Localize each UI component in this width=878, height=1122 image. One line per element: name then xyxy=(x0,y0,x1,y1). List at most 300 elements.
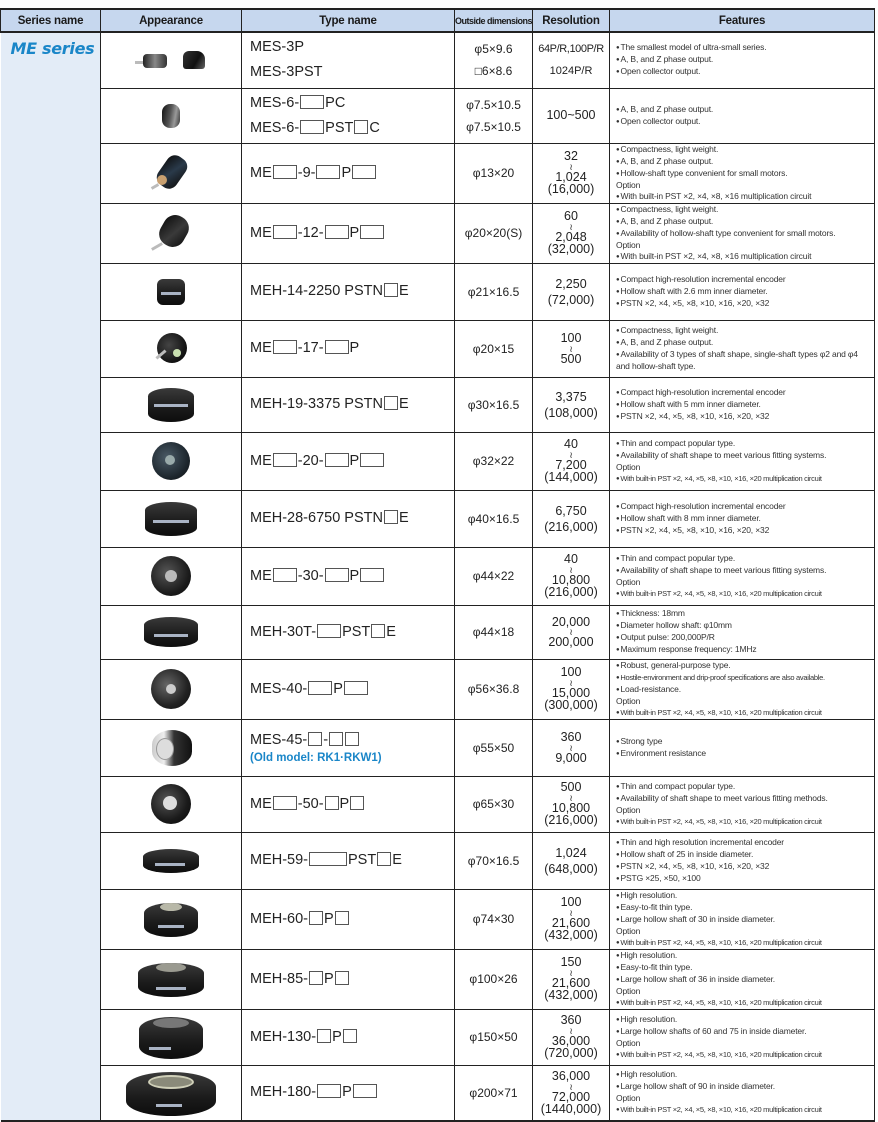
type-cell xyxy=(242,377,455,432)
appearance-cell xyxy=(101,143,242,203)
dimensions-cell: φ150×50 xyxy=(455,1009,533,1065)
dimensions-cell: φ13×20 xyxy=(455,143,533,203)
table-row xyxy=(1,320,875,377)
placeholder-box xyxy=(316,165,340,179)
resolution-max: 500 xyxy=(560,351,582,366)
feature-item: ● Hollow-shaft type convenient for small motors. xyxy=(616,168,872,180)
resolution-cell xyxy=(533,1009,610,1065)
resolution-extended: (16,000) xyxy=(547,182,595,197)
type-name: ME -30- P xyxy=(250,564,454,589)
resolution-value: 100~500 xyxy=(546,108,596,123)
header-row xyxy=(1,9,875,32)
resolution-extended: (216,000) xyxy=(544,585,598,600)
table-row xyxy=(1,889,875,949)
type-cell xyxy=(242,1009,455,1065)
features-cell xyxy=(610,719,875,776)
appearance-cell xyxy=(101,719,242,776)
feature-item: ● A, B, and Z phase output. xyxy=(616,104,872,116)
dimensions-cell: φ44×18 xyxy=(455,605,533,659)
resolution-min: 40 xyxy=(564,552,578,567)
table-row xyxy=(1,377,875,432)
feature-item: ● Availability of 3 types of shaft shape, single-shaft types φ2 and φ4 and hollow-shaft type. xyxy=(616,349,872,372)
table-row xyxy=(1,143,875,203)
placeholder-box xyxy=(354,120,368,134)
feature-item: ● Diameter hollow shaft: φ10mm xyxy=(616,620,872,632)
placeholder-box xyxy=(384,283,398,297)
feature-item: ● Large hollow shaft of 30 in inside diameter. xyxy=(616,914,872,926)
feature-item: ● Thin and compact popular type. xyxy=(616,438,872,450)
encoder-meh-30t-image xyxy=(144,617,198,647)
resolution-cell xyxy=(533,432,610,490)
placeholder-box xyxy=(308,732,322,746)
resolution-cell xyxy=(533,1065,610,1121)
type-name: MES-45- - xyxy=(250,730,454,750)
resolution-cell xyxy=(533,32,610,88)
series-cell xyxy=(1,32,101,1121)
type-cell xyxy=(242,949,455,1009)
table-row xyxy=(1,949,875,1009)
option-label: Option xyxy=(616,985,641,996)
resolution-min: 100 xyxy=(560,665,582,680)
table-row xyxy=(1,547,875,605)
resolution-min: 36,000 xyxy=(551,1069,591,1083)
resolution-min: 100 xyxy=(560,331,582,345)
feature-item: ● Compact high-resolution incremental encoder xyxy=(616,387,872,399)
table-row xyxy=(1,490,875,547)
resolution-max: 7,200 xyxy=(555,457,587,472)
encoder-meh-14-image xyxy=(157,279,185,305)
type-name: ME -20- P xyxy=(250,449,454,474)
resolution-min: 360 xyxy=(560,730,582,744)
feature-item: ● Thin and high resolution incremental encoder xyxy=(616,837,872,849)
resolution-cell xyxy=(533,659,610,719)
feature-item: ● Compactness, light weight. xyxy=(616,144,872,156)
appearance-cell xyxy=(101,263,242,320)
dimension-value: φ5×9.6 xyxy=(474,42,513,57)
placeholder-box xyxy=(344,681,368,695)
feature-item: ● PSTG ×25, ×50, ×100 xyxy=(616,873,872,885)
resolution-min: 360 xyxy=(560,1013,582,1028)
option-feature: ● With built-in PST ×2, ×4, ×5, ×8, ×10, ×16, ×20 multiplication circuit xyxy=(616,473,872,485)
feature-item: ● High resolution. xyxy=(616,1014,872,1026)
placeholder-box xyxy=(317,1084,341,1098)
option-label: Option xyxy=(616,1037,641,1048)
appearance-cell xyxy=(101,203,242,263)
resolution-cell xyxy=(533,547,610,605)
header-series-name: Series name xyxy=(1,9,101,32)
feature-item: ● High resolution. xyxy=(616,950,872,962)
placeholder-box xyxy=(335,911,349,925)
features-cell xyxy=(610,320,875,377)
type-cell xyxy=(242,659,455,719)
encoder-mes-3pst-image xyxy=(181,51,207,69)
feature-item: ● Output pulse: 200,000P/R xyxy=(616,632,872,644)
type-name: MEH-130- P xyxy=(250,1025,454,1050)
type-name: ME -12- P xyxy=(250,221,454,246)
resolution-extended: (108,000) xyxy=(544,405,598,420)
table-row xyxy=(1,719,875,776)
type-cell xyxy=(242,432,455,490)
feature-item: ● Large hollow shafts of 60 and 75 in inside diameter. xyxy=(616,1026,872,1038)
type-cell xyxy=(242,32,455,88)
appearance-cell xyxy=(101,949,242,1009)
type-name: MEH-28-6750 PSTN E xyxy=(250,510,409,526)
placeholder-box xyxy=(273,340,297,354)
feature-item: ● Hollow shaft with 2.6 mm inner diameter. xyxy=(616,286,872,298)
table-row xyxy=(1,776,875,832)
type-name: MES-6- PC xyxy=(250,94,346,111)
feature-item: ● High resolution. xyxy=(616,890,872,902)
features-cell xyxy=(610,263,875,320)
resolution-extended: (720,000) xyxy=(544,1046,598,1061)
resolution-cell xyxy=(533,832,610,889)
features-cell xyxy=(610,143,875,203)
encoder-mes-3p-image xyxy=(135,52,169,68)
resolution-extended: (144,000) xyxy=(544,470,598,485)
option-feature: ● With built-in PST ×2, ×4, ×8, ×16 multiplication circuit xyxy=(616,191,872,203)
option-feature: ● With built-in PST ×2, ×4, ×5, ×8, ×10, ×16, ×20 multiplication circuit xyxy=(616,1049,872,1061)
type-cell xyxy=(242,832,455,889)
appearance-cell xyxy=(101,1009,242,1065)
encoder-me-17-image xyxy=(153,331,189,367)
option-label: Option xyxy=(616,461,641,472)
dimensions-cell: φ21×16.5 xyxy=(455,263,533,320)
resolution-max: 200,000 xyxy=(548,635,594,649)
resolution-value: 6,750 xyxy=(555,503,587,518)
feature-item: ● Large hollow shaft of 36 in inside diameter. xyxy=(616,974,872,986)
feature-item: ● Availability of shaft shape to meet various fitting systems. xyxy=(616,450,872,462)
feature-item: ● Hollow shaft with 5 mm inner diameter. xyxy=(616,399,872,411)
resolution-cell xyxy=(533,263,610,320)
option-label: Option xyxy=(616,804,641,815)
option-feature: ● With built-in PST ×2, ×4, ×5, ×8, ×10, ×16, ×20 multiplication circuit xyxy=(616,816,872,828)
encoder-mes-6-image xyxy=(160,104,182,128)
appearance-cell xyxy=(101,605,242,659)
placeholder-box xyxy=(345,732,359,746)
encoder-meh-28-image xyxy=(145,502,197,536)
dimensions-cell: φ32×22 xyxy=(455,432,533,490)
resolution-cell xyxy=(533,719,610,776)
type-cell xyxy=(242,263,455,320)
feature-item: ● Compactness, light weight. xyxy=(616,204,872,216)
features-cell xyxy=(610,203,875,263)
encoder-meh-60-image xyxy=(144,899,198,939)
table-row xyxy=(1,832,875,889)
placeholder-box xyxy=(273,165,297,179)
feature-item: ● A, B, and Z phase output. xyxy=(616,216,872,228)
resolution-max: 9,000 xyxy=(555,750,587,765)
resolution-max: 2,048 xyxy=(555,229,587,244)
resolution-max: 10,800 xyxy=(551,800,591,815)
features-cell xyxy=(610,88,875,143)
encoder-meh-180-image xyxy=(126,1070,216,1116)
placeholder-box xyxy=(273,453,297,467)
option-label: Option xyxy=(616,695,641,706)
feature-item: ● Compact high-resolution incremental encoder xyxy=(616,501,872,513)
table-row xyxy=(1,88,875,143)
header-type-name: Type name xyxy=(242,9,455,32)
table-row xyxy=(1,1065,875,1121)
feature-item: ● Availability of hollow-shaft type convenient for small motors. xyxy=(616,228,872,240)
type-cell xyxy=(242,605,455,659)
type-name: MEH-60- P xyxy=(250,907,454,932)
placeholder-box xyxy=(377,852,391,866)
feature-item: ● Environment resistance xyxy=(616,748,872,760)
feature-item: ● Thin and compact popular type. xyxy=(616,553,872,565)
feature-item: ● A, B, and Z phase output. xyxy=(616,156,872,168)
resolution-max: 21,600 xyxy=(551,915,591,930)
encoder-meh-19-image xyxy=(148,388,194,422)
features-cell xyxy=(610,547,875,605)
type-cell xyxy=(242,889,455,949)
dimensions-cell: φ55×50 xyxy=(455,719,533,776)
feature-item: ● Hollow shaft of 25 in inside diameter. xyxy=(616,849,872,861)
appearance-cell xyxy=(101,547,242,605)
appearance-cell xyxy=(101,889,242,949)
feature-item: ● Availability of shaft shape to meet various fitting systems. xyxy=(616,565,872,577)
placeholder-box xyxy=(317,624,341,638)
features-cell xyxy=(610,949,875,1009)
resolution-extended: (72,000) xyxy=(547,292,595,307)
placeholder-box xyxy=(350,796,364,810)
option-feature: ● With built-in PST ×2, ×4, ×5, ×8, ×10, ×16, ×20 multiplication circuit xyxy=(616,707,872,719)
resolution-cell xyxy=(533,889,610,949)
feature-item: ● A, B, and Z phase output. xyxy=(616,54,872,66)
features-cell xyxy=(610,432,875,490)
feature-item: ● The smallest model of ultra-small series. xyxy=(616,42,872,54)
range-symbol: ≀ xyxy=(569,221,573,232)
placeholder-box xyxy=(273,796,297,810)
dimensions-cell: φ44×22 xyxy=(455,547,533,605)
dimensions-cell: φ20×15 xyxy=(455,320,533,377)
option-label: Option xyxy=(616,1093,641,1104)
placeholder-box xyxy=(329,732,343,746)
dimensions-cell: φ74×30 xyxy=(455,889,533,949)
feature-item: ● Load-resistance. xyxy=(616,684,872,696)
table-row xyxy=(1,605,875,659)
type-cell xyxy=(242,776,455,832)
old-model-note: (Old model: RK1·RKW1) xyxy=(250,751,382,764)
encoder-meh-59-image xyxy=(143,849,199,873)
resolution-extended: (432,000) xyxy=(544,928,598,943)
placeholder-box xyxy=(360,225,384,239)
resolution-extended: (432,000) xyxy=(544,988,598,1003)
encoder-meh-85-image xyxy=(138,959,204,999)
dimension-value: □6×8.6 xyxy=(474,64,513,79)
dimensions-cell xyxy=(455,88,533,143)
type-name: MEH-19-3375 PSTN E xyxy=(250,396,409,412)
encoder-me-50-image xyxy=(149,782,193,826)
range-symbol: ≀ xyxy=(569,967,573,978)
placeholder-box xyxy=(353,1084,377,1098)
appearance-cell xyxy=(101,659,242,719)
appearance-cell xyxy=(101,1065,242,1121)
resolution-cell xyxy=(533,320,610,377)
feature-item: ● A, B, and Z phase output. xyxy=(616,337,872,349)
feature-item: ● PSTN ×2, ×4, ×5, ×8, ×10, ×16, ×20, ×32 xyxy=(616,411,872,423)
feature-item: ● PSTN ×2, ×4, ×5, ×8, ×10, ×16, ×20, ×32 xyxy=(616,298,872,310)
feature-item: ● Easy-to-fit thin type. xyxy=(616,962,872,974)
range-symbol: ≀ xyxy=(569,343,573,354)
table-row xyxy=(1,203,875,263)
appearance-cell xyxy=(101,832,242,889)
feature-item: ● Compactness, light weight. xyxy=(616,325,872,337)
encoder-mes-45-image xyxy=(148,728,194,768)
table-row xyxy=(1,32,875,88)
type-name: MEH-59- PST E xyxy=(250,852,402,868)
feature-item: ● Open collector output. xyxy=(616,116,872,128)
feature-item: ● High resolution. xyxy=(616,1069,872,1081)
dimensions-cell: φ70×16.5 xyxy=(455,832,533,889)
range-symbol: ≀ xyxy=(569,1025,573,1036)
features-cell xyxy=(610,889,875,949)
feature-item: ● PSTN ×2, ×4, ×5, ×8, ×10, ×16, ×20, ×32 xyxy=(616,525,872,537)
placeholder-box xyxy=(343,1029,357,1043)
type-name: MES-40- P xyxy=(250,677,454,702)
encoder-spec-table xyxy=(0,8,875,1122)
resolution-min: 20,000 xyxy=(551,614,591,629)
placeholder-box xyxy=(335,971,349,985)
resolution-cell xyxy=(533,490,610,547)
appearance-cell xyxy=(101,377,242,432)
resolution-extended: (32,000) xyxy=(547,242,595,257)
appearance-cell xyxy=(101,32,242,88)
placeholder-box xyxy=(300,120,324,134)
appearance-cell xyxy=(101,490,242,547)
feature-item: ● Hollow shaft with 8 mm inner diameter. xyxy=(616,513,872,525)
resolution-value: 3,375 xyxy=(555,389,587,404)
resolution-cell xyxy=(533,776,610,832)
features-cell xyxy=(610,490,875,547)
type-name: MEH-14-2250 PSTN E xyxy=(250,283,409,299)
type-cell xyxy=(242,203,455,263)
resolution-extended: (648,000) xyxy=(544,861,598,876)
placeholder-box xyxy=(325,453,349,467)
placeholder-box xyxy=(360,568,384,582)
encoder-me-20-image xyxy=(150,440,192,482)
option-label: Option xyxy=(616,179,641,190)
resolution-max: 21,600 xyxy=(551,975,591,990)
dimensions-cell: φ20×20(S) xyxy=(455,203,533,263)
option-feature: ● With built-in PST ×2, ×4, ×5, ×8, ×10, ×16, ×20 multiplication circuit xyxy=(616,937,872,949)
features-cell xyxy=(610,659,875,719)
range-symbol: ≀ xyxy=(569,449,573,460)
placeholder-box xyxy=(360,453,384,467)
range-symbol: ≀ xyxy=(569,677,573,688)
feature-item: ● Robust, general-purpose type. xyxy=(616,660,872,672)
series-name: ME series xyxy=(10,39,95,58)
header-resolution: Resolution xyxy=(533,9,610,32)
resolution-extended: (216,000) xyxy=(544,813,598,828)
placeholder-box xyxy=(371,624,385,638)
type-name: ME -17- P xyxy=(250,340,360,356)
resolution-max: 10,800 xyxy=(551,572,591,587)
dimension-value: φ7.5×10.5 xyxy=(466,97,521,112)
resolution-value: 2,250 xyxy=(555,276,587,291)
feature-item: ● Hostile-environment and drip-proof specifications are also available. xyxy=(616,672,872,684)
type-name: MES-6- PST C xyxy=(250,119,380,136)
type-cell xyxy=(242,88,455,143)
type-name: MEH-180- P xyxy=(250,1080,454,1105)
range-symbol: ≀ xyxy=(569,742,573,753)
feature-item: ● PSTN ×2, ×4, ×5, ×8, ×10, ×16, ×20, ×32 xyxy=(616,861,872,873)
resolution-max: 1,024 xyxy=(555,169,587,184)
range-symbol: ≀ xyxy=(569,1081,573,1092)
placeholder-box xyxy=(273,568,297,582)
type-cell xyxy=(242,719,455,776)
features-cell xyxy=(610,1009,875,1065)
features-cell xyxy=(610,776,875,832)
features-cell xyxy=(610,1065,875,1121)
resolution-max: 36,000 xyxy=(551,1033,591,1048)
table-row xyxy=(1,432,875,490)
range-symbol: ≀ xyxy=(569,627,573,637)
dimensions-cell: φ200×71 xyxy=(455,1065,533,1121)
resolution-cell xyxy=(533,377,610,432)
type-name: ME -50- P xyxy=(250,792,454,817)
placeholder-box xyxy=(384,396,398,410)
feature-item: ● Compact high-resolution incremental encoder xyxy=(616,274,872,286)
appearance-cell xyxy=(101,432,242,490)
feature-item: ● Easy-to-fit thin type. xyxy=(616,902,872,914)
resolution-min: 40 xyxy=(564,437,578,452)
range-symbol: ≀ xyxy=(569,161,573,172)
resolution-min: 500 xyxy=(560,780,582,795)
placeholder-box xyxy=(325,796,339,810)
range-symbol: ≀ xyxy=(569,564,573,575)
appearance-cell xyxy=(101,88,242,143)
placeholder-box xyxy=(308,681,332,695)
range-symbol: ≀ xyxy=(569,907,573,918)
type-cell xyxy=(242,490,455,547)
feature-item: ● Thickness: 18mm xyxy=(616,608,872,620)
encoder-me-12-image xyxy=(151,213,191,253)
resolution-min: 60 xyxy=(564,209,578,224)
feature-item: ● Availability of shaft shape to meet various fitting methods. xyxy=(616,793,872,805)
encoder-mes-40-image xyxy=(149,667,193,711)
resolution-extended: (300,000) xyxy=(544,698,598,713)
dimensions-cell xyxy=(455,32,533,88)
option-label: Option xyxy=(616,925,641,936)
placeholder-box xyxy=(352,165,376,179)
type-name: MEH-30T- PST E xyxy=(250,623,396,640)
type-cell xyxy=(242,547,455,605)
type-cell xyxy=(242,1065,455,1121)
resolution-extended: (1440,000) xyxy=(540,1102,602,1116)
header-appearance: Appearance xyxy=(101,9,242,32)
encoder-me-30-image xyxy=(149,554,193,598)
feature-item: ● Strong type xyxy=(616,736,872,748)
dimensions-cell: φ65×30 xyxy=(455,776,533,832)
feature-item: ● Open collector output. xyxy=(616,66,872,78)
resolution-min: 32 xyxy=(564,149,578,164)
feature-item: ● Maximum response frequency: 1MHz xyxy=(616,644,872,656)
resolution-cell xyxy=(533,88,610,143)
option-feature: ● With built-in PST ×2, ×4, ×5, ×8, ×10, ×16, ×20 multiplication circuit xyxy=(616,997,872,1009)
appearance-cell xyxy=(101,776,242,832)
dimensions-cell: φ56×36.8 xyxy=(455,659,533,719)
resolution-cell xyxy=(533,949,610,1009)
resolution-cell xyxy=(533,605,610,659)
option-feature: ● With built-in PST ×2, ×4, ×5, ×8, ×10, ×16, ×20 multiplication circuit xyxy=(616,1104,872,1116)
features-cell xyxy=(610,605,875,659)
placeholder-box xyxy=(300,95,324,109)
feature-item: ● Large hollow shaft of 90 in inside diameter. xyxy=(616,1081,872,1093)
placeholder-box xyxy=(273,225,297,239)
resolution-cell xyxy=(533,203,610,263)
type-cell xyxy=(242,143,455,203)
range-symbol: ≀ xyxy=(569,792,573,803)
